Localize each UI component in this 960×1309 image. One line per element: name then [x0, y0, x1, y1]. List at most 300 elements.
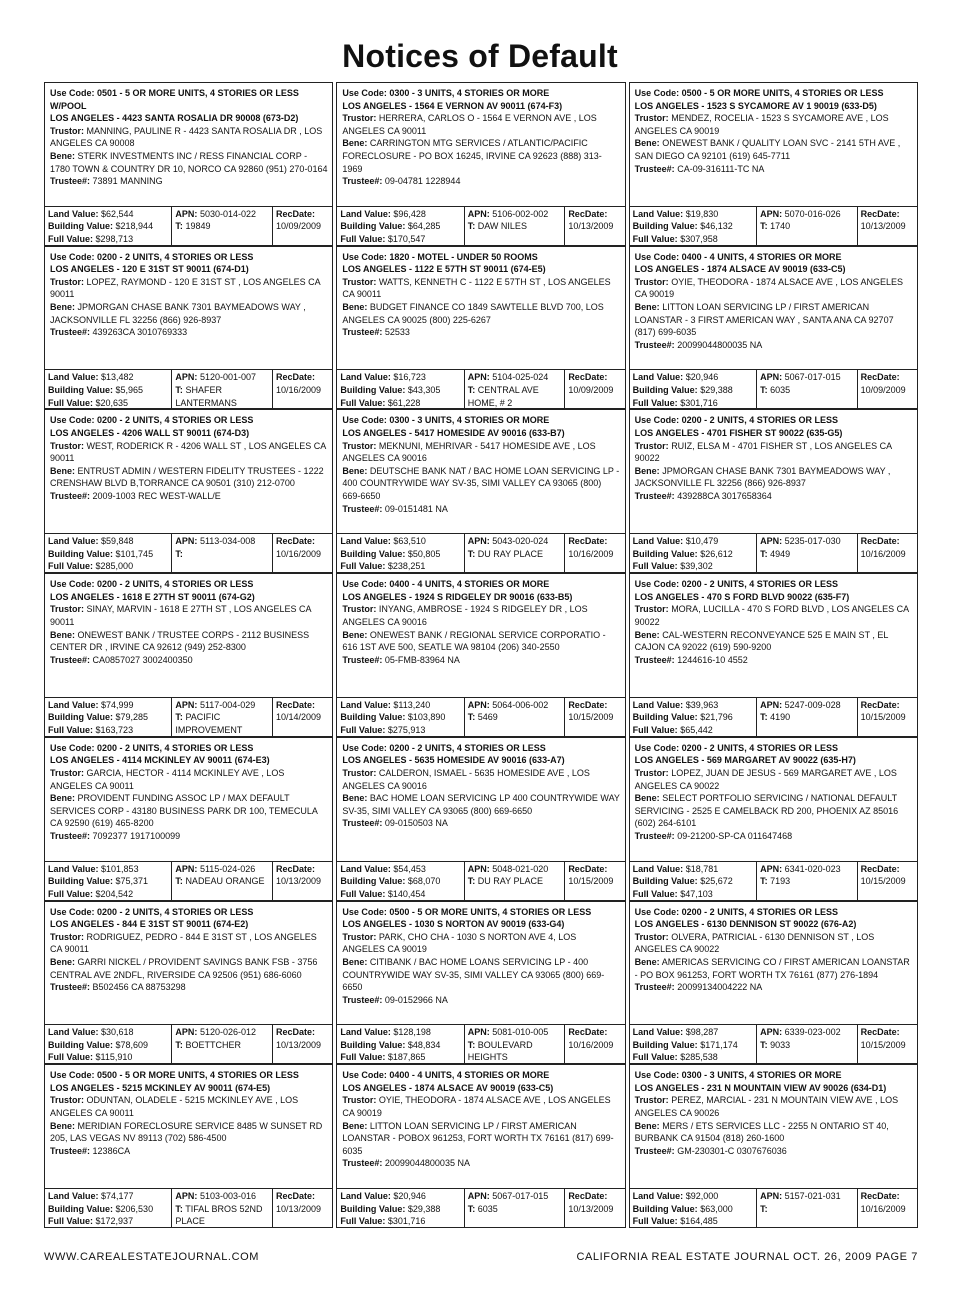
tract-label: T: [467, 548, 476, 559]
tract-label: T: [760, 221, 768, 232]
full-value: $238,251 [387, 561, 426, 572]
land-value: $10,479 [685, 536, 719, 547]
trustee-label: Trustee#: [342, 1158, 383, 1169]
trustor-value: HERRERA, CARLOS O - 1564 E VERNON AVE , LOS ANGELES CA 90011 [342, 113, 597, 136]
recdate-cell [272, 207, 332, 245]
building-value-label: Building Value: [48, 548, 114, 559]
apn-label: APN: [760, 372, 783, 383]
bene-value: DEUTSCHE BANK NAT / BAC HOME LOAN SERVICING LP - 400 COUNTRYWIDE WAY SV-35, SIMI VALLEY CA 93065 (800) 669-6650 [342, 465, 620, 501]
full-value-label: Full Value: [340, 233, 386, 244]
bene-label: Bene: [342, 465, 368, 476]
recdate-label: RecDate: [568, 536, 608, 547]
use-code: Use Code: 1820 - MOTEL - UNDER 50 ROOMS [342, 251, 538, 262]
notice-card [336, 1064, 625, 1228]
notice-values [630, 1188, 917, 1227]
trustor-value: LOPEZ, RAYMOND - 120 E 31ST ST , LOS ANGELES CA 90011 [50, 276, 321, 300]
land-value: $13,482 [101, 372, 134, 383]
bene-value: SELECT PORTFOLIO SERVICING / NATIONAL DEFAULT SERVICING - 2525 E CAMELBACK RD 200, PHOENIX AZ 85016 (602) 264-6101 [634, 793, 899, 829]
notice-card [629, 82, 918, 246]
notice-card [629, 573, 918, 737]
apn-cell [464, 207, 565, 245]
notice-details [337, 738, 624, 861]
bene-label: Bene: [50, 956, 76, 967]
land-value: $96,428 [393, 208, 426, 219]
property-address: LOS ANGELES - 1618 E 27TH ST 90011 (674-G2) [50, 591, 255, 602]
bene-label: Bene: [634, 629, 660, 640]
apn-value: 5103-003-016 [199, 1190, 256, 1201]
property-address: LOS ANGELES - 231 N MOUNTAIN VIEW AV 90026 (634-D1) [634, 1082, 887, 1093]
tract-label: T: [175, 1203, 183, 1214]
notice-details [630, 574, 917, 697]
land-value-label: Land Value: [340, 699, 391, 710]
recdate-label: RecDate: [568, 1190, 608, 1201]
trustee-line [635, 1145, 913, 1158]
use-code: Use Code: 0500 - 5 OR MORE UNITS, 4 STORIES OR LESS [50, 1070, 299, 1081]
values-cell [337, 862, 463, 900]
notice-values [45, 1188, 332, 1227]
use-code: Use Code: 0400 - 4 UNITS, 4 STORIES OR MORE [634, 251, 842, 262]
notice-values [45, 861, 332, 900]
use-code: Use Code: 0200 - 2 UNITS, 4 STORIES OR LESS [50, 251, 254, 262]
full-value-label: Full Value: [48, 1216, 94, 1227]
notice-details [337, 410, 624, 533]
bene-line [635, 137, 913, 162]
trustee-value: 12386CA [92, 1145, 131, 1156]
building-value-label: Building Value: [48, 712, 114, 723]
trustor-line [635, 603, 913, 628]
trustor-label: Trustor: [634, 604, 669, 615]
bene-line [50, 301, 328, 326]
trustee-label: Trustee#: [50, 1145, 91, 1156]
building-value: $63,000 [700, 1203, 733, 1214]
trustor-label: Trustor: [342, 931, 377, 942]
bene-label: Bene: [50, 302, 76, 313]
trustee-value: GM-230301-C 0307676036 [677, 1145, 787, 1156]
recdate-cell [272, 1189, 332, 1227]
tract-label: T: [760, 712, 768, 723]
footer-publication-info: CALIFORNIA REAL ESTATE JOURNAL OCT. 26, 2009 PAGE 7 [576, 1251, 918, 1263]
bene-label: Bene: [50, 150, 76, 161]
tract-value: NADEAU ORANGE [185, 876, 265, 887]
bene-value: PROVIDENT FUNDING ASSOC LP / MAX DEFAULT SERVICES CORP - 43180 BUSINESS PARK DR 100, TEMECULA CA 92590 (619) 465-8200 [50, 793, 318, 829]
bene-value: STERK INVESTMENTS INC / RESS FINANCIAL CORP - 1780 TOWN & COUNTRY DR 10, NORCO CA 92860 (951) 270-0164 [50, 150, 328, 174]
trustee-value: 2009-1003 REC WEST-WALL/E [92, 490, 221, 501]
trustee-value: 09-0152966 NA [384, 994, 448, 1005]
tract-value: PACIFIC IMPROVEMENT [175, 712, 243, 736]
trustee-line [342, 503, 620, 516]
notice-details [337, 574, 624, 697]
apn-cell [756, 370, 857, 408]
full-value-label: Full Value: [632, 888, 678, 899]
trustor-value: WATTS, KENNETH C - 1122 E 57TH ST , LOS ANGELES CA 90011 [342, 276, 611, 300]
apn-cell [756, 862, 857, 900]
tract-label: T: [467, 712, 476, 723]
notice-values [337, 1188, 624, 1227]
land-value: $74,999 [101, 699, 134, 710]
trustor-label: Trustor: [50, 931, 85, 942]
notice-card [336, 246, 625, 410]
trustor-line [342, 440, 620, 465]
trustee-line [50, 490, 328, 503]
apn-label: APN: [467, 372, 490, 383]
notice-card [44, 573, 333, 737]
land-value: $20,946 [685, 372, 719, 383]
tract-value: CENTRAL AVE HOME, # 2 [467, 385, 539, 408]
notice-card [629, 737, 918, 901]
notice-values [337, 697, 624, 736]
trustee-label: Trustee#: [634, 982, 675, 993]
trustee-line [635, 830, 913, 843]
recdate-cell [564, 698, 624, 736]
trustee-value: 73891 MANNING [92, 176, 163, 187]
values-cell [630, 1189, 756, 1227]
recdate-cell [857, 1025, 917, 1063]
notice-values [630, 861, 917, 900]
building-value: $26,612 [700, 548, 733, 559]
property-address: LOS ANGELES - 4206 WALL ST 90011 (674-D3) [50, 428, 250, 439]
trustee-value: 05-FMB-83964 NA [384, 654, 460, 665]
apn-label: APN: [467, 863, 490, 874]
bene-label: Bene: [634, 956, 660, 967]
full-value-label: Full Value: [48, 888, 94, 899]
bene-value: AMERICAS SERVICING CO / FIRST AMERICAN LOANSTAR - PO BOX 961253, FORT WORTH TX 76161 (877) 276-1894 [634, 956, 910, 980]
property-address: LOS ANGELES - 4114 MCKINLEY AV 90011 (674-E3) [50, 755, 270, 766]
bene-value: ENTRUST ADMIN / WESTERN FIDELITY TRUSTEES - 1222 CRENSHAW BLVD B,TORRANCE CA 90501 (310) 212-0700 [50, 465, 324, 489]
trustee-label: Trustee#: [50, 327, 91, 338]
property-address: LOS ANGELES - 1122 E 57TH ST 90011 (674-E5) [342, 264, 546, 275]
tract-label: T: [467, 876, 476, 887]
trustee-label: Trustee#: [50, 654, 91, 665]
full-value-label: Full Value: [340, 561, 386, 572]
building-value-label: Building Value: [340, 221, 406, 232]
bene-value: GARRI NICKEL / PROVIDENT SAVINGS BANK FSB - 3756 CENTRAL AVE 2NDFL, RIVERSIDE CA 92506 (951) 686-6060 [50, 956, 318, 980]
bene-line [342, 465, 620, 503]
trustor-line [635, 112, 913, 137]
recdate-value: 10/13/2009 [275, 1039, 322, 1050]
full-value-label: Full Value: [48, 725, 94, 736]
trustor-label: Trustor: [342, 113, 377, 124]
apn-cell [171, 370, 272, 408]
values-cell [45, 370, 171, 408]
trustor-value: RODRIGUEZ, PEDRO - 844 E 31ST ST , LOS ANGELES CA 90011 [50, 931, 317, 955]
recdate-value: 10/15/2009 [860, 876, 906, 887]
trustee-line [50, 981, 328, 994]
trustee-line [635, 490, 913, 503]
full-value: $301,716 [680, 397, 718, 408]
trustee-label: Trustee#: [50, 490, 91, 501]
tract-value: 4190 [770, 712, 791, 723]
values-cell [45, 207, 171, 245]
apn-value: 5117-004-029 [199, 699, 256, 710]
building-value-label: Building Value: [632, 1203, 698, 1214]
land-value: $98,287 [685, 1027, 719, 1038]
notice-values [630, 1024, 917, 1063]
property-address: LOS ANGELES - 1030 S NORTON AV 90019 (633-G4) [342, 919, 565, 930]
use-code: Use Code: 0400 - 4 UNITS, 4 STORIES OR MORE [342, 579, 550, 590]
tract-label: T: [175, 221, 183, 232]
land-value-label: Land Value: [48, 208, 99, 219]
apn-value: 5235-017-030 [784, 536, 841, 547]
notice-card [336, 409, 625, 573]
use-code: Use Code: 0200 - 2 UNITS, 4 STORIES OR LESS [50, 579, 254, 590]
building-value: $78,609 [115, 1039, 149, 1050]
recdate-label: RecDate: [568, 208, 608, 219]
apn-value: 5247-009-028 [784, 699, 841, 710]
notice-values [630, 206, 917, 245]
recdate-cell [857, 534, 917, 572]
bene-line [635, 629, 913, 654]
land-value: $30,618 [101, 1027, 134, 1038]
land-value-label: Land Value: [48, 372, 99, 383]
recdate-cell [272, 370, 332, 408]
land-value: $74,177 [101, 1190, 134, 1201]
property-address: LOS ANGELES - 1564 E VERNON AV 90011 (674-F3) [342, 100, 563, 111]
apn-value: 5067-017-015 [492, 1190, 549, 1201]
trustee-label: Trustee#: [342, 503, 383, 514]
property-address: LOS ANGELES - 1523 S SYCAMORE AV 1 90019 (633-D5) [634, 100, 877, 111]
trustor-line [50, 440, 328, 465]
apn-value: 5120-026-012 [199, 1027, 256, 1038]
notice-details [630, 83, 917, 206]
bene-label: Bene: [342, 138, 368, 149]
bene-label: Bene: [342, 629, 368, 640]
full-value: $140,454 [387, 888, 426, 899]
full-value-label: Full Value: [340, 1216, 386, 1227]
recdate-cell [564, 1025, 624, 1063]
recdate-value: 10/16/2009 [275, 548, 322, 559]
building-value-label: Building Value: [48, 221, 114, 232]
bene-label: Bene: [634, 465, 660, 476]
notice-values [45, 697, 332, 736]
bene-line [635, 956, 913, 981]
recdate-value: 10/16/2009 [860, 1203, 906, 1214]
building-value-label: Building Value: [340, 1203, 406, 1214]
use-code: Use Code: 0300 - 3 UNITS, 4 STORIES OR MORE [342, 415, 550, 426]
trustor-line [635, 440, 913, 465]
recdate-label: RecDate: [860, 208, 900, 219]
building-value-label: Building Value: [48, 1203, 114, 1214]
notice-card [336, 573, 625, 737]
recdate-cell [564, 1189, 624, 1227]
apn-label: APN: [467, 699, 490, 710]
property-address: LOS ANGELES - 470 S FORD BLVD 90022 (635-F7) [634, 591, 850, 602]
building-value: $171,174 [700, 1039, 738, 1050]
building-value-label: Building Value: [632, 385, 698, 396]
recdate-label: RecDate: [275, 208, 315, 219]
trustee-value: 09-0151481 NA [384, 503, 448, 514]
trustee-value: 09-0150503 NA [384, 818, 448, 829]
apn-label: APN: [467, 1190, 490, 1201]
bene-value: ONEWEST BANK / TRUSTEE CORPS - 2112 BUSINESS CENTER DR , IRVINE CA 92612 (949) 252-8300 [50, 629, 310, 653]
building-value: $50,805 [407, 548, 441, 559]
land-value-label: Land Value: [340, 372, 391, 383]
use-code: Use Code: 0200 - 2 UNITS, 4 STORIES OR LESS [634, 906, 839, 917]
notice-card [629, 246, 918, 410]
recdate-cell [272, 1025, 332, 1063]
bene-value: CAL-WESTERN RECONVEYANCE 525 E MAIN ST , EL CAJON CA 92022 (619) 590-9200 [634, 629, 889, 653]
land-value: $92,000 [685, 1190, 719, 1201]
apn-cell [464, 370, 565, 408]
bene-line [635, 792, 913, 830]
notice-card [44, 82, 333, 246]
trustee-line [342, 817, 620, 830]
property-address: LOS ANGELES - 5215 MCKINLEY AV 90011 (674-E5) [50, 1082, 271, 1093]
full-value: $285,000 [95, 561, 134, 572]
recdate-value: 10/16/2009 [860, 548, 906, 559]
bene-label: Bene: [342, 793, 368, 804]
building-value-label: Building Value: [632, 221, 698, 232]
trustee-line [342, 1157, 620, 1170]
bene-line [342, 301, 620, 326]
use-code: Use Code: 0400 - 4 UNITS, 4 STORIES OR MORE [342, 1070, 550, 1081]
apn-cell [464, 1189, 565, 1227]
recdate-value: 10/13/2009 [275, 876, 322, 887]
land-value-label: Land Value: [632, 536, 684, 547]
use-code: Use Code: 0300 - 3 UNITS, 4 STORIES OR MORE [634, 1070, 842, 1081]
notice-values [337, 1024, 624, 1063]
apn-cell [171, 862, 272, 900]
apn-label: APN: [760, 863, 783, 874]
recdate-label: RecDate: [860, 372, 900, 383]
full-value: $39,302 [680, 561, 713, 572]
values-cell [45, 862, 171, 900]
building-value-label: Building Value: [48, 876, 114, 887]
land-value-label: Land Value: [340, 1190, 391, 1201]
notice-values [337, 861, 624, 900]
trustee-line [342, 326, 620, 339]
apn-cell [171, 1189, 272, 1227]
recdate-cell [564, 862, 624, 900]
tract-value: DU RAY PLACE [477, 876, 543, 887]
recdate-value: 10/15/2009 [860, 712, 906, 723]
bene-line [635, 465, 913, 490]
building-value: $48,834 [407, 1039, 441, 1050]
full-value: $307,958 [680, 233, 718, 244]
trustee-value: 7092377 1917100099 [92, 831, 181, 841]
trustor-value: PEREZ, MARCIAL - 231 N MOUNTAIN VIEW AVE , LOS ANGELES CA 90026 [634, 1095, 899, 1119]
tract-value: 9033 [770, 1039, 791, 1050]
tract-value: 7193 [770, 876, 791, 887]
recdate-value: 10/09/2009 [275, 221, 322, 232]
trustee-label: Trustee#: [342, 994, 383, 1005]
recdate-value: 10/16/2009 [568, 1039, 614, 1050]
recdate-value: 10/13/2009 [568, 1203, 614, 1214]
tract-label: T: [760, 548, 768, 559]
trustor-line [342, 603, 620, 628]
notice-card [44, 737, 333, 901]
values-cell [630, 698, 756, 736]
apn-value: 6339-023-002 [784, 1027, 841, 1038]
tract-label: T: [175, 385, 183, 396]
trustor-label: Trustor: [50, 125, 85, 136]
trustor-line [635, 767, 913, 792]
bene-label: Bene: [50, 1120, 76, 1131]
bene-line [342, 956, 620, 994]
bene-line [50, 465, 328, 490]
building-value: $79,285 [115, 712, 149, 723]
property-address: LOS ANGELES - 5635 HOMESIDE AV 90016 (633-A7) [342, 755, 565, 766]
property-address: LOS ANGELES - 1874 ALSACE AV 90019 (633-C5) [634, 264, 846, 275]
apn-label: APN: [175, 699, 198, 710]
land-value-label: Land Value: [48, 1027, 99, 1038]
land-value-label: Land Value: [340, 536, 391, 547]
recdate-label: RecDate: [275, 863, 315, 874]
tract-label: T: [467, 385, 476, 396]
bene-line [635, 301, 913, 339]
values-cell [337, 534, 463, 572]
bene-value: CARRINGTON MTG SERVICES / ATLANTIC/PACIFIC FORECLOSURE - PO BOX 16245, IRVINE CA 92623 (888) 313-1969 [342, 138, 602, 174]
notice-card [44, 901, 333, 1065]
apn-label: APN: [467, 1027, 490, 1038]
apn-label: APN: [175, 863, 198, 874]
apn-label: APN: [760, 208, 783, 219]
full-value-label: Full Value: [632, 397, 678, 408]
apn-value: 5106-002-002 [492, 208, 549, 219]
building-value-label: Building Value: [632, 712, 698, 723]
trustee-line [635, 339, 913, 352]
bene-line [342, 1120, 620, 1158]
recdate-value: 10/16/2009 [275, 385, 322, 396]
tract-value: SHAFER LANTERMANS [175, 385, 237, 408]
apn-value: 5043-020-024 [492, 536, 549, 547]
bene-label: Bene: [634, 1120, 660, 1131]
trustor-label: Trustor: [634, 113, 669, 124]
trustee-value: 52533 [384, 327, 410, 338]
full-value-label: Full Value: [632, 1216, 678, 1227]
recdate-label: RecDate: [860, 863, 900, 874]
trustee-line [342, 994, 620, 1007]
recdate-cell [857, 1189, 917, 1227]
notice-details [45, 247, 332, 370]
trustee-line [50, 326, 328, 339]
notice-details [337, 247, 624, 370]
full-value: $164,485 [680, 1216, 718, 1227]
building-value: $29,388 [407, 1203, 441, 1214]
apn-label: APN: [175, 208, 198, 219]
land-value-label: Land Value: [340, 1027, 391, 1038]
values-cell [45, 1025, 171, 1063]
building-value: $46,132 [700, 221, 733, 232]
tract-label: T: [175, 712, 183, 723]
trustor-label: Trustor: [50, 768, 85, 779]
bene-line [50, 956, 328, 981]
trustee-label: Trustee#: [634, 163, 675, 174]
property-address: LOS ANGELES - 5417 HOMESIDE AV 90016 (633-B7) [342, 428, 565, 439]
tract-value: 6035 [477, 1203, 498, 1214]
notice-values [630, 369, 917, 408]
notice-card [336, 82, 625, 246]
building-value: $101,745 [115, 548, 154, 559]
notice-details [45, 902, 332, 1025]
building-value-label: Building Value: [632, 876, 698, 887]
notice-details [630, 738, 917, 861]
values-cell [630, 1025, 756, 1063]
building-value: $43,305 [407, 385, 441, 396]
bene-line [342, 137, 620, 175]
apn-value: 5067-017-015 [784, 372, 841, 383]
trustor-line [342, 1094, 620, 1119]
land-value-label: Land Value: [632, 863, 684, 874]
apn-cell [464, 862, 565, 900]
bene-label: Bene: [342, 302, 368, 313]
bene-value: LITTON LOAN SERVICING LP / FIRST AMERICAN LOANSTAR - 3 FIRST AMERICAN WAY , SANTA ANA CA 92707 (817) 699-6035 [634, 302, 894, 338]
bene-line [50, 150, 328, 175]
recdate-value: 10/15/2009 [568, 712, 614, 723]
notice-details [630, 247, 917, 370]
page-title: Notices of Default [342, 38, 618, 74]
trustor-value: SINAY, MARVIN - 1618 E 27TH ST , LOS ANGELES CA 90011 [50, 604, 311, 627]
building-value: $75,371 [115, 876, 149, 887]
